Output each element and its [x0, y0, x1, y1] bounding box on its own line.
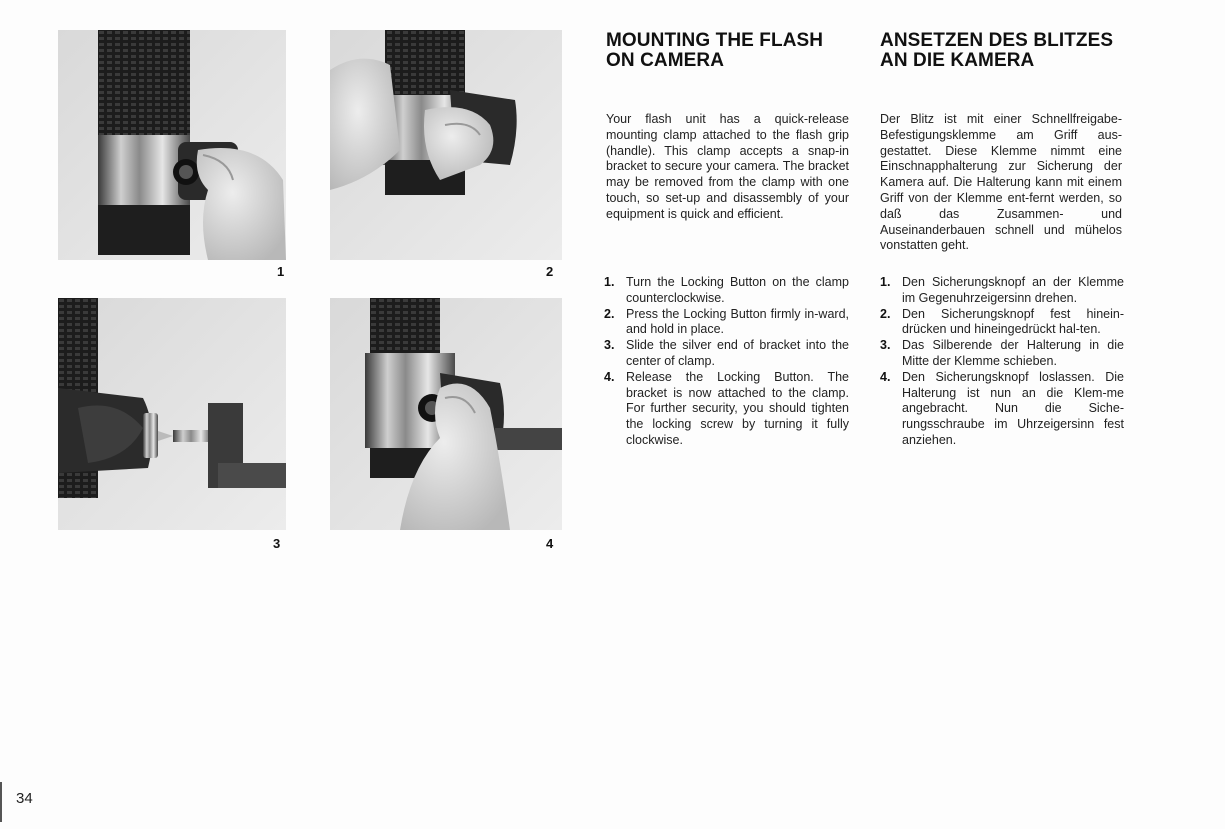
hand-clamp-photo	[58, 30, 286, 260]
english-title-line1: MOUNTING THE FLASH	[606, 30, 824, 51]
figure-4-label: 4	[546, 536, 554, 551]
page-edge-line	[0, 782, 2, 822]
page-number: 34	[16, 790, 33, 807]
german-step: 4. Den Sicherungsknopf loslassen. Die Halterung ist nun an die Klem-me angebracht. Nun die Siche-rungsschraube im Uhrzeigersinn fest anziehen.	[880, 369, 1124, 447]
bracket-align-photo	[58, 298, 286, 530]
german-step: 1. Den Sicherungsknopf an der Klemme im Gegenuhrzeigersinn drehen.	[880, 275, 1124, 305]
english-intro: Your flash unit has a quick-release mounting clamp attached to the flash grip (handle). This clamp accepts a snap-in bracket to secure your camera. The bracket may be removed from the clamp with one touch, so set-up and disassembly of your equipment is quick and efficient.	[606, 112, 849, 221]
english-step: 4. Release the Locking Button. The bracket is now attached to the clamp. For further security, you should tighten the locking screw by turning it fully clockwise.	[604, 369, 849, 447]
german-steps	[880, 275, 1124, 449]
german-intro: Der Blitz ist mit einer Schnellfreigabe-Befestigungsklemme am Griff aus-gestattet. Diese Klemme nimmt eine Einschnapphalterung zur Sicherung der Kamera auf. Die Halterung kann mit einem Griff von der Klemme ent-fernt werden, so daß das Zusammen- und Auseinanderbauen schnell und mühelos vonstatten geht.	[880, 112, 1122, 253]
german-title-line1: ANSETZEN DES BLITZES	[880, 30, 1114, 51]
english-step: 2. Press the Locking Button firmly in-ward, and hold in place.	[604, 306, 849, 337]
figure-4-photo	[330, 298, 562, 530]
figure-2-photo	[330, 30, 562, 260]
english-step: 3. Slide the silver end of bracket into the center of clamp.	[604, 338, 849, 368]
figure-3-photo	[58, 298, 286, 530]
english-step: 1. Turn the Locking Button on the clamp counterclockwise.	[604, 275, 849, 305]
figure-3-label: 3	[273, 536, 281, 551]
german-step: 2. Den Sicherungsknopf fest hinein-drücken und hineingedrückt hal-ten.	[880, 306, 1124, 337]
figure-1-photo	[58, 30, 286, 260]
german-step: 3. Das Silberende der Halterung in die Mitte der Klemme schieben.	[880, 338, 1124, 368]
figure-2-label: 2	[546, 264, 554, 279]
figure-1-label: 1	[277, 264, 285, 279]
bracket-attached-photo	[330, 298, 562, 530]
english-steps	[604, 275, 849, 449]
english-title	[606, 31, 856, 71]
german-title	[880, 31, 1160, 71]
hand-press-photo	[330, 30, 562, 260]
english-title-line2: ON CAMERA	[606, 50, 725, 71]
german-title-line2: AN DIE KAMERA	[880, 50, 1035, 71]
